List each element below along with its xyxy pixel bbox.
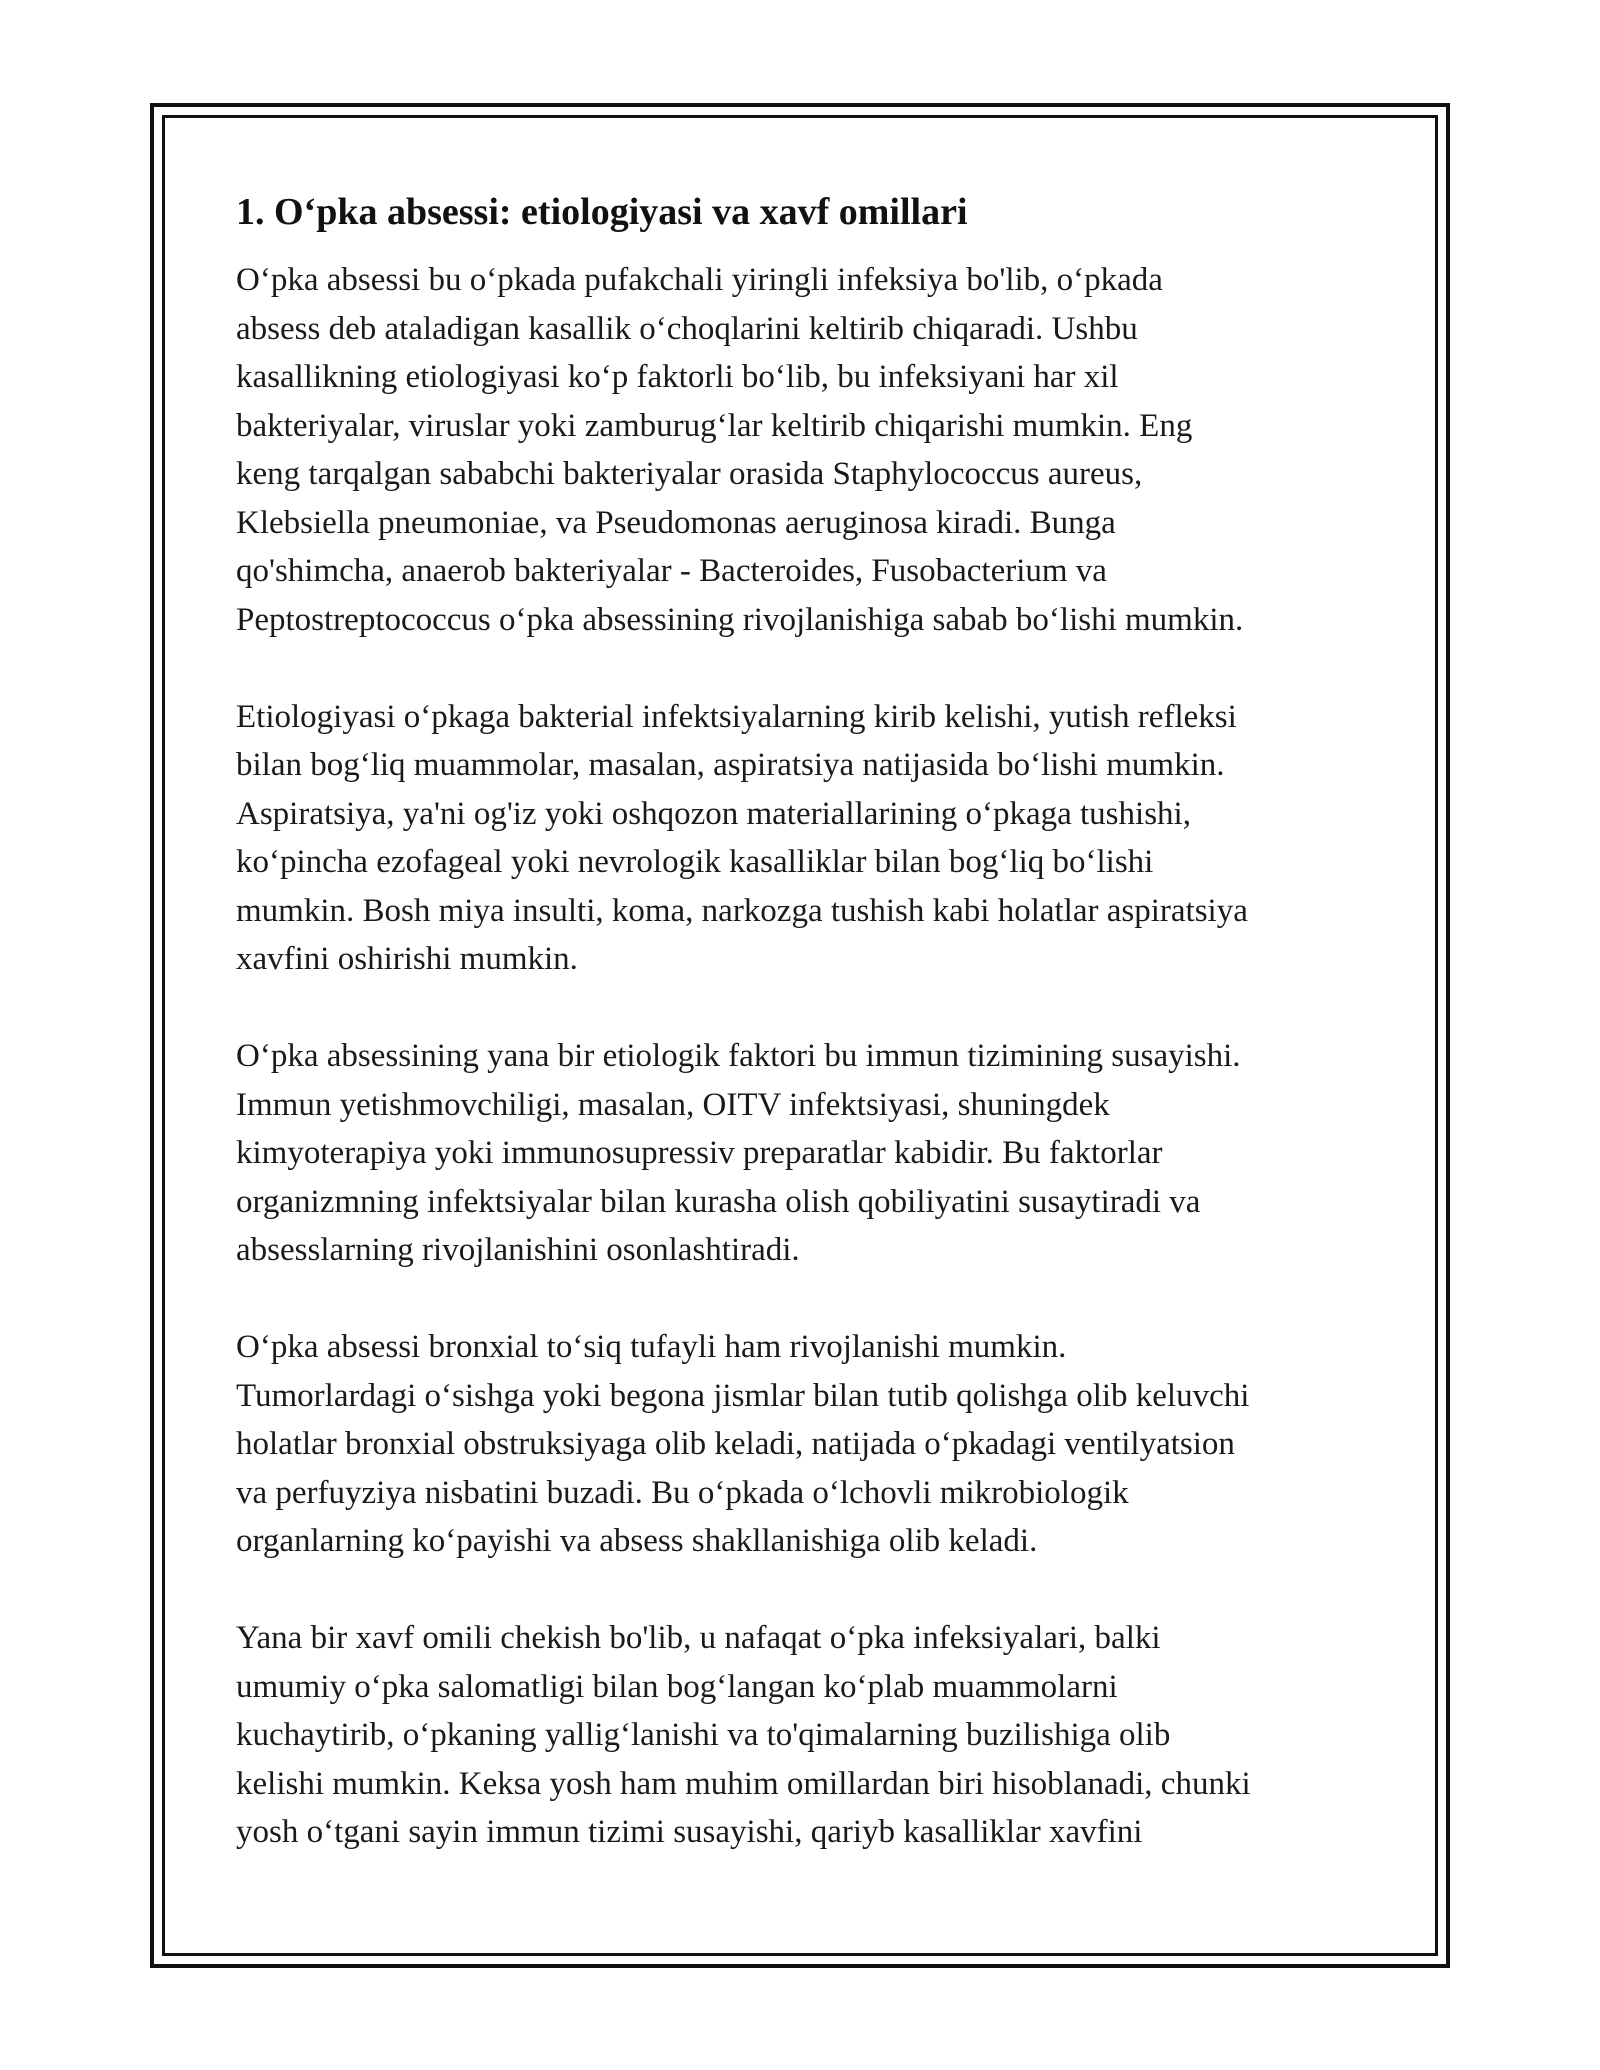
text-line: keng tarqalgan sababchi bakteriyalar orasida Staphylococcus aureus, xyxy=(236,456,1143,492)
text-line: kuchaytirib, o‘pkaning yallig‘lanishi va to'qimalarning buzilishiga olib xyxy=(236,1717,1171,1753)
text-line: O‘pka absessi bronxial to‘siq tufayli ham rivojlanishi mumkin. xyxy=(236,1329,1067,1365)
text-line: Peptostreptococcus o‘pka absessining rivojlanishiga sabab bo‘lishi mumkin. xyxy=(236,601,1244,638)
text-line: holatlar bronxial obstruksiyaga olib keladi, natijada o‘pkadagi ventilyatsion xyxy=(236,1426,1235,1462)
paragraph-aspiration xyxy=(236,693,1386,984)
text-line: organlarning ko‘payishi va absess shakllanishiga olib keladi. xyxy=(236,1523,1038,1559)
paragraph-etiology xyxy=(236,256,1386,644)
text-line: Etiologiyasi o‘pkaga bakterial infektsiyalarning kirib kelishi, yutish refleksi xyxy=(236,698,1237,735)
text-line: umumiy o‘pka salomatligi bilan bog‘langan ko‘plab muammolarni xyxy=(236,1668,1118,1705)
text-line: mumkin. Bosh miya insulti, koma, narkozga tushish kabi holatlar aspiratsiya xyxy=(236,892,1248,929)
text-line: ko‘pincha ezofageal yoki nevrologik kasalliklar bilan bog‘liq bo‘lishi xyxy=(236,844,1154,880)
text-line: absesslarning rivojlanishini osonlashtiradi. xyxy=(236,1232,800,1268)
text-line: Klebsiella pneumoniae, va Pseudomonas aeruginosa kiradi. Bunga xyxy=(236,504,1116,541)
text-line: yosh o‘tgani sayin immun tizimi susayishi, qariyb kasalliklar xavfini xyxy=(236,1814,1143,1850)
text-line: xavfini oshirishi mumkin. xyxy=(236,941,578,977)
text-line: O‘pka absessining yana bir etiologik faktori bu immun tizimining susayishi. xyxy=(236,1038,1241,1074)
text-line: qo'shimcha, anaerob bakteriyalar - Bacteroides, Fusobacterium va xyxy=(236,553,1107,589)
document-body xyxy=(236,186,1386,1905)
text-line: O‘pka absessi bu o‘pkada pufakchali yiringli infeksiya bo'lib, o‘pkada xyxy=(236,262,1163,298)
paragraph-risk-factors xyxy=(236,1614,1386,1857)
text-line: absess deb ataladigan kasallik o‘choqlarini keltirib chiqaradi. Ushbu xyxy=(236,310,1138,347)
section-heading: 1. O‘pka absessi: etiologiyasi va xavf omillari xyxy=(236,191,968,233)
paragraph-immune xyxy=(236,1032,1386,1275)
text-line: va perfuyziya nisbatini buzadi. Bu o‘pkada o‘lchovli mikrobiologik xyxy=(236,1474,1129,1511)
text-line: Immun yetishmovchiligi, masalan, OITV infektsiyasi, shuningdek xyxy=(236,1086,1110,1123)
text-line: kelishi mumkin. Keksa yosh ham muhim omillardan biri hisoblanadi, chunki xyxy=(236,1765,1251,1802)
text-line: Aspiratsiya, ya'ni og'iz yoki oshqozon materiallarining o‘pkaga tushishi, xyxy=(236,795,1191,832)
text-line: Yana bir xavf omili chekish bo'lib, u nafaqat o‘pka infeksiyalari, balki xyxy=(236,1620,1161,1656)
text-line: kasallikning etiologiyasi ko‘p faktorli bo‘lib, bu infeksiyani har xil xyxy=(236,359,1119,395)
text-line: kimyoterapiya yoki immunosupressiv preparatlar kabidir. Bu faktorlar xyxy=(236,1135,1163,1171)
paragraph-obstruction xyxy=(236,1323,1386,1566)
text-line: bakteriyalar, viruslar yoki zamburug‘lar keltirib chiqarishi mumkin. Eng xyxy=(236,407,1193,444)
text-line: Tumorlardagi o‘sishga yoki begona jismlar bilan tutib qolishga olib keluvchi xyxy=(236,1377,1250,1414)
text-line: organizmning infektsiyalar bilan kurasha olish qobiliyatini susaytiradi va xyxy=(236,1183,1201,1220)
text-line: bilan bog‘liq muammolar, masalan, aspiratsiya natijasida bo‘lishi mumkin. xyxy=(236,747,1225,783)
